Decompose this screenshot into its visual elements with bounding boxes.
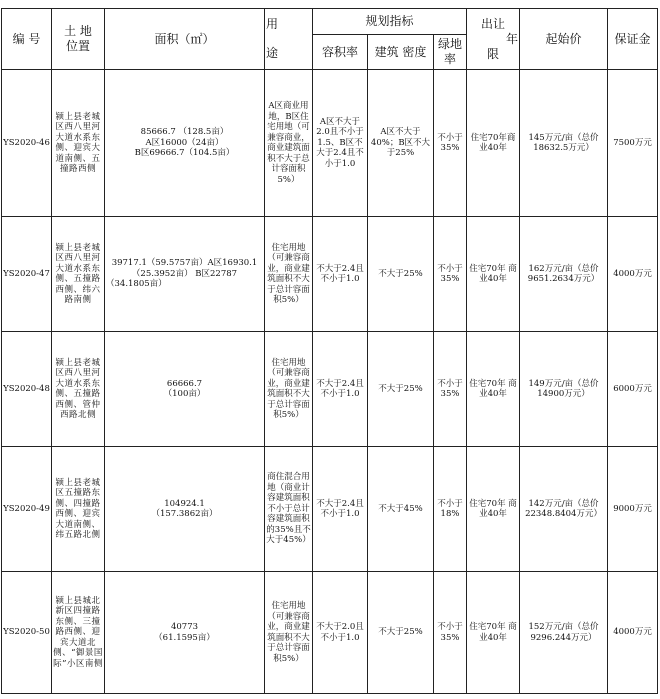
cell-term: 住宅70年 商业40年 [467,332,520,447]
cell-far: 不大于2.0且不小于1.0 [313,572,368,694]
cell-far: 不大于2.4且不小于1.0 [313,332,368,447]
header-start-price [520,9,608,70]
cell-density: 不大于45% [368,447,434,572]
header-term [467,9,520,70]
area-line: （34.1805亩） [106,279,167,290]
header-planning [313,9,467,35]
header-term-line3: 限 [487,46,500,61]
cell-term: 住宅70年 商业40年 [467,572,520,694]
cell-area [105,572,265,694]
area-line: （100亩） [163,389,206,399]
header-area-text: 面积（㎡） [154,31,215,46]
table-row [2,447,658,572]
cell-location: 颍上县老城区西八里河大道水系东侧、五撞路西侧、纬六路南侧 [52,217,105,332]
cell-deposit: 7500万元 [608,70,658,217]
cell-density: 不大于25% [368,572,434,694]
cell-density: A区不大于40%；B区不大于25% [368,70,434,217]
cell-code: YS2020-46 [2,70,52,217]
cell-far: 不大于2.4且不小于1.0 [313,217,368,332]
table-row [2,332,658,447]
cell-green: 不小于35% [434,217,467,332]
cell-location: 颍上县老城区五撞路东侧、四撞路西侧、迎宾大道南侧、纬五路北侧 [52,447,105,572]
land-auction-table [1,8,658,694]
cell-density: 不大于25% [368,332,434,447]
header-density-text: 建筑 密度 [374,44,427,59]
cell-area [105,447,265,572]
header-deposit [608,9,658,70]
cell-deposit: 6000万元 [608,332,658,447]
cell-start-price: 142万元/亩（总价22348.8404万元） [520,447,608,572]
header-planning-text: 规划指标 [365,14,414,28]
cell-deposit: 9000万元 [608,447,658,572]
cell-start-price: 152万元/亩（总价9296.244万元） [520,572,608,694]
cell-code: YS2020-49 [2,447,52,572]
cell-use: 商住混合用地（商业计容建筑面积不小于总计容建筑面积的35%且不大于45%） [265,447,313,572]
cell-location: 颍上县老城区西八里河大道水系东侧、迎宾大道南侧、五撞路西侧 [52,70,105,217]
header-term-line1: 出让 [481,16,506,31]
header-far [313,35,368,70]
header-density [368,35,434,70]
area-line: A区16000（24亩） [145,137,224,148]
cell-term: 住宅70年 商业40年 [467,217,520,332]
header-area [105,9,265,70]
header-code-text: 编 号 [12,31,41,46]
table-row [2,217,658,332]
header-location-line1: 土 地 [64,24,92,38]
cell-area [105,70,265,217]
header-use-line2: 途 [266,46,279,60]
cell-far: A区不大于2.0且不小于1.5、B区不大于2.4且不小于1.0 [313,70,368,217]
cell-start-price: 162万元/亩（总价9651.2634万元） [520,217,608,332]
cell-start-price: 145万元/亩（总价18632.5万元） [520,70,608,217]
header-deposit-text: 保证金 [614,31,651,46]
cell-use: 住宅用地（可兼容商业，商业建筑面积不大于总计容面积5%） [265,217,313,332]
area-line: 40773 [170,622,199,632]
header-code [2,9,52,70]
area-line: 104924.1 [164,498,205,509]
header-term-line2: 年 [506,31,519,46]
cell-area [105,217,265,332]
cell-code: YS2020-48 [2,332,52,447]
header-green-text: 绿地率 [438,37,463,66]
cell-area [105,332,265,447]
area-line: 39717.1（59.5757亩）A区16930.1 [111,258,258,269]
area-line: 85666.7 （128.5亩） [140,127,229,138]
cell-use: 住宅用地（可兼容商业，商业建筑面积不大于总计容面积5%） [265,332,313,447]
table-row [2,572,658,694]
cell-density: 不大于25% [368,217,434,332]
header-location [52,9,105,70]
header-row [2,9,658,35]
cell-green: 不小于18% [434,447,467,572]
header-location-line2: 位置 [65,39,90,53]
header-green [434,35,467,70]
cell-start-price: 149万元/亩（总价14900万元） [520,332,608,447]
table-row [2,70,658,217]
cell-use: 住宅用地（可兼容商业，商业建筑面积不大于总计容面积5%） [265,572,313,694]
cell-green: 不小于35% [434,572,467,694]
area-line: （25.3952亩） B区22787 [131,268,238,279]
header-far-text: 容积率 [321,44,358,59]
cell-term: 住宅70年 商业40年 [467,447,520,572]
header-use-line1: 用 [266,17,279,31]
area-line: （157.3862亩） [151,509,218,519]
cell-use: A区商业用地，B区住宅用地（可兼容商业，商业建筑面积不大于总计容面积5%） [265,70,313,217]
cell-far: 不大于2.4且不小于1.0 [313,447,368,572]
header-use [265,9,313,70]
area-line: B区69666.7（104.5亩） [134,148,235,159]
cell-code: YS2020-50 [2,572,52,694]
cell-deposit: 4000万元 [608,217,658,332]
area-line: （61.1595亩） [154,632,215,643]
cell-code: YS2020-47 [2,217,52,332]
cell-green: 不小于35% [434,332,467,447]
cell-term: 住宅70年商业40年 [467,70,520,217]
area-line: 66666.7 [166,378,203,389]
header-start-price-text: 起始价 [545,31,582,46]
cell-location: 颍上县城北新区四撞路东侧、三撞路西侧、迎宾大道北侧、“御景国际”小区南侧 [52,572,105,694]
cell-deposit: 4000万元 [608,572,658,694]
cell-green: 不小于35% [434,70,467,217]
cell-location: 颍上县老城区西八里河大道水系东侧、五撞路西侧、管仲西路北侧 [52,332,105,447]
